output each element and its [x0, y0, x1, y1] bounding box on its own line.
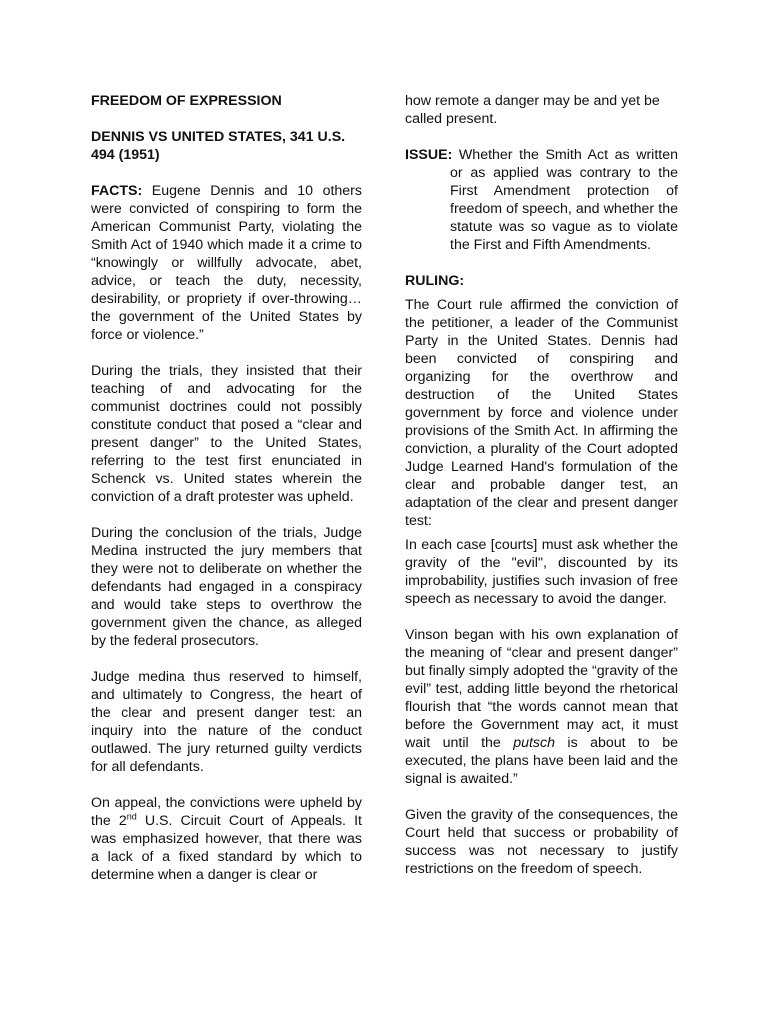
putsch-term: putsch [513, 735, 556, 751]
medina-paragraph: Judge medina thus reserved to himself, and ultimately to Congress, the heart of the clear and present danger test: an inquiry into the nature of the conduct outlawed. The jury returned guilty verdicts for all defendants. [91, 669, 362, 775]
vinson-paragraph [405, 626, 678, 788]
appeal-text-end: U.S. Circuit Court of Appeals. It was emphasized however, that there was a lack of a fixed standard by which to determine when a danger is clear or [91, 813, 362, 883]
issue-label: ISSUE: [405, 147, 453, 163]
facts-text: Eugene Dennis and 10 others were convicted of conspiring to form the American Communist Party, violating the Smith Act of 1940 which made it a crime to “knowingly or willfully advocate, abet, advice, or teach the duty, necessity, desirability, or propriety if over-throwing…the government of the United States by force or violence.” [91, 183, 362, 343]
appeal-paragraph [91, 794, 362, 884]
right-column [405, 92, 678, 878]
issue-section [405, 146, 678, 254]
issue-text: Whether the Smith Act as written or as applied was contrary to the First Amendment protection of freedom of speech, and whether the statute was so vague as to violate the First and Fifth Amendments. [450, 147, 678, 253]
conclusion-paragraph: During the conclusion of the trials, Judge Medina instructed the jury members that they were not to deliberate on whether the defendants had engaged in a conspiracy and would take steps to overthrow the government given the chance, as alleged by the federal prosecutors. [91, 525, 362, 649]
appeal-text-start: On appeal, the convictions were upheld by the 2 [91, 795, 362, 829]
vinson-text-start: Vinson began with his own explanation of the meaning of “clear and present danger” but finally simply adopted the “gravity of the evil” test, adding little beyond the rhetorical flourish that “the words cannot mean that before the Government may act, it must wait until the [405, 627, 678, 751]
vinson-text-end: is about to be executed, the plans have been laid and the signal is awaited.” [405, 735, 678, 787]
trials-paragraph: During the trials, they insisted that their teaching of and advocating for the communist doctrines could not possibly constitute conduct that posed a “clear and present danger” to the United States, referring to the test first enunciated in Schenck vs. United states wherein the conviction of a draft protester was upheld. [91, 363, 362, 505]
facts-label: FACTS: [91, 183, 143, 199]
left-column [91, 92, 362, 884]
final-paragraph: Given the gravity of the consequences, the Court held that success or probability of success was not necessary to justify restrictions on the freedom of speech. [405, 807, 678, 877]
case-heading: DENNIS VS UNITED STATES, 341 U.S. 494 (1951) [91, 129, 346, 163]
quote-paragraph: In each case [courts] must ask whether the gravity of the "evil", discounted by its improbability, justifies such invasion of free speech as necessary to avoid the danger. [405, 537, 678, 607]
facts-paragraph [91, 182, 362, 344]
ordinal-suffix: nd [126, 811, 137, 822]
ruling-label: RULING: [405, 273, 465, 289]
continuation-paragraph: how remote a danger may be and yet be called present. [405, 93, 660, 127]
issue-paragraph [405, 146, 678, 254]
document-title: FREEDOM OF EXPRESSION [91, 93, 282, 109]
ruling-paragraph: The Court rule affirmed the conviction of the petitioner, a leader of the Communist Party in the United States. Dennis had been convicted of conspiring and organizing for the overthrow and destruction of the United States government by force and violence under provisions of the Smith Act. In affirming the conviction, a plurality of the Court adopted Judge Learned Hand's formulation of the clear and probable danger test, an adaptation of the clear and present danger test: [405, 297, 678, 529]
